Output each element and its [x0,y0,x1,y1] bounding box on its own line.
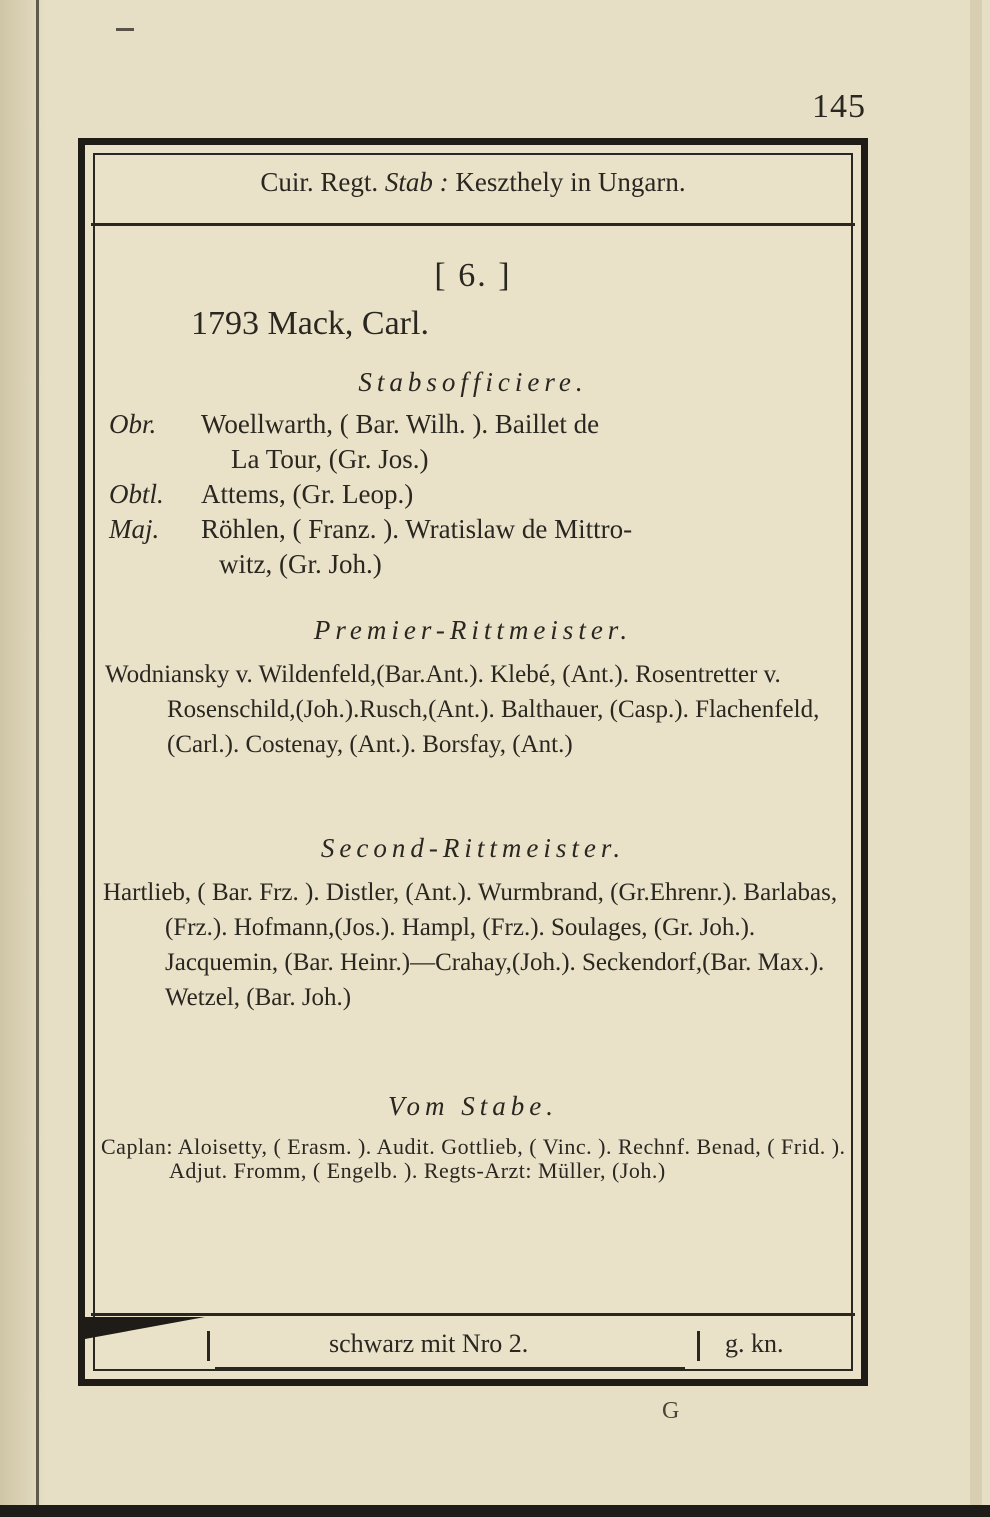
officer-entry [109,407,849,442]
rank-label: Maj. [109,514,160,544]
officer-entry [109,477,413,512]
regiment-number: [ 6. ] [434,257,512,294]
section-title-second-rittmeister: Second-Rittmeister. [320,833,626,863]
second-rittmeister-list: Hartlieb, ( Bar. Frz. ). Distler, (Ant.). Wurmbrand, (Gr.Ehrenr.). Barlabas,(Frz.). Hofmann,(Jos.). Hampl, (Frz.). Soulages, (Gr. Joh.). Jacquemin, (Bar. Heinr.)—Crahay,(Joh.). Seckendorf,(Bar. Max.). Wetzel, (Bar. Joh.) [103,879,838,1011]
colonel-proprietor: 1793 Mack, Carl. [191,305,429,342]
section-title-premier-rittmeister: Premier-Rittmeister. [313,615,633,645]
vom-stabe-list: Caplan: Aloisetty, ( Erasm. ). Audit. Gottlieb, ( Vinc. ). Rechnf. Benad, ( Frid. ). Adjut. Fromm, ( Engelb. ). Regts-Arzt: Müller, (Joh.) [101,1134,846,1183]
rank-label: Obr. [109,409,157,439]
footer-divider [91,1313,855,1316]
premier-rittmeister-list: Wodniansky v. Wildenfeld,(Bar.Ant.). Klebé, (Ant.). Rosentretter v. Rosenschild,(Joh.).Rusch,(Ant.). Balthauer, (Casp.). Flachenfeld, (Carl.). Costenay, (Ant.). Borsfay, (Ant.) [105,661,820,758]
officer-entry [109,512,849,547]
ink-mark [116,28,134,31]
book-gutter [0,0,46,1517]
button-description: g. kn. [725,1329,784,1358]
page-bottom-edge [0,1505,990,1517]
header-divider [91,223,855,226]
page-number: 145 [812,88,866,125]
header-prefix: Cuir. Regt. [260,167,379,197]
page-edge [970,0,982,1517]
footer-separator [697,1331,700,1361]
gutter-shadow-line [36,0,39,1517]
footer-ornament [85,1317,205,1339]
officer-names: Röhlen, ( Franz. ). Wratislaw de Mittro- [201,514,633,544]
section-title-stabsofficiere: Stabsofficiere. [358,367,588,397]
rank-label: Obtl. [109,479,164,509]
officer-entry-continued: witz, (Gr. Joh.) [219,549,382,579]
regiment-entry-frame [78,138,868,1386]
section-title-vom-stabe: Vom Stabe. [388,1091,558,1121]
header-location: Keszthely in Ungarn. [455,167,686,197]
footer-separator [207,1331,210,1361]
officer-entry-continued: La Tour, (Gr. Jos.) [231,444,429,474]
officer-names: Woellwarth, ( Bar. Wilh. ). Baillet de [201,409,600,439]
officer-names: Attems, (Gr. Leop.) [201,479,414,509]
header-stab-label: Stab : [384,167,449,197]
uniform-description: schwarz mit Nro 2. [329,1329,529,1358]
signature-mark: G [662,1398,680,1424]
regiment-header [85,167,861,198]
footer-underline [215,1367,685,1369]
